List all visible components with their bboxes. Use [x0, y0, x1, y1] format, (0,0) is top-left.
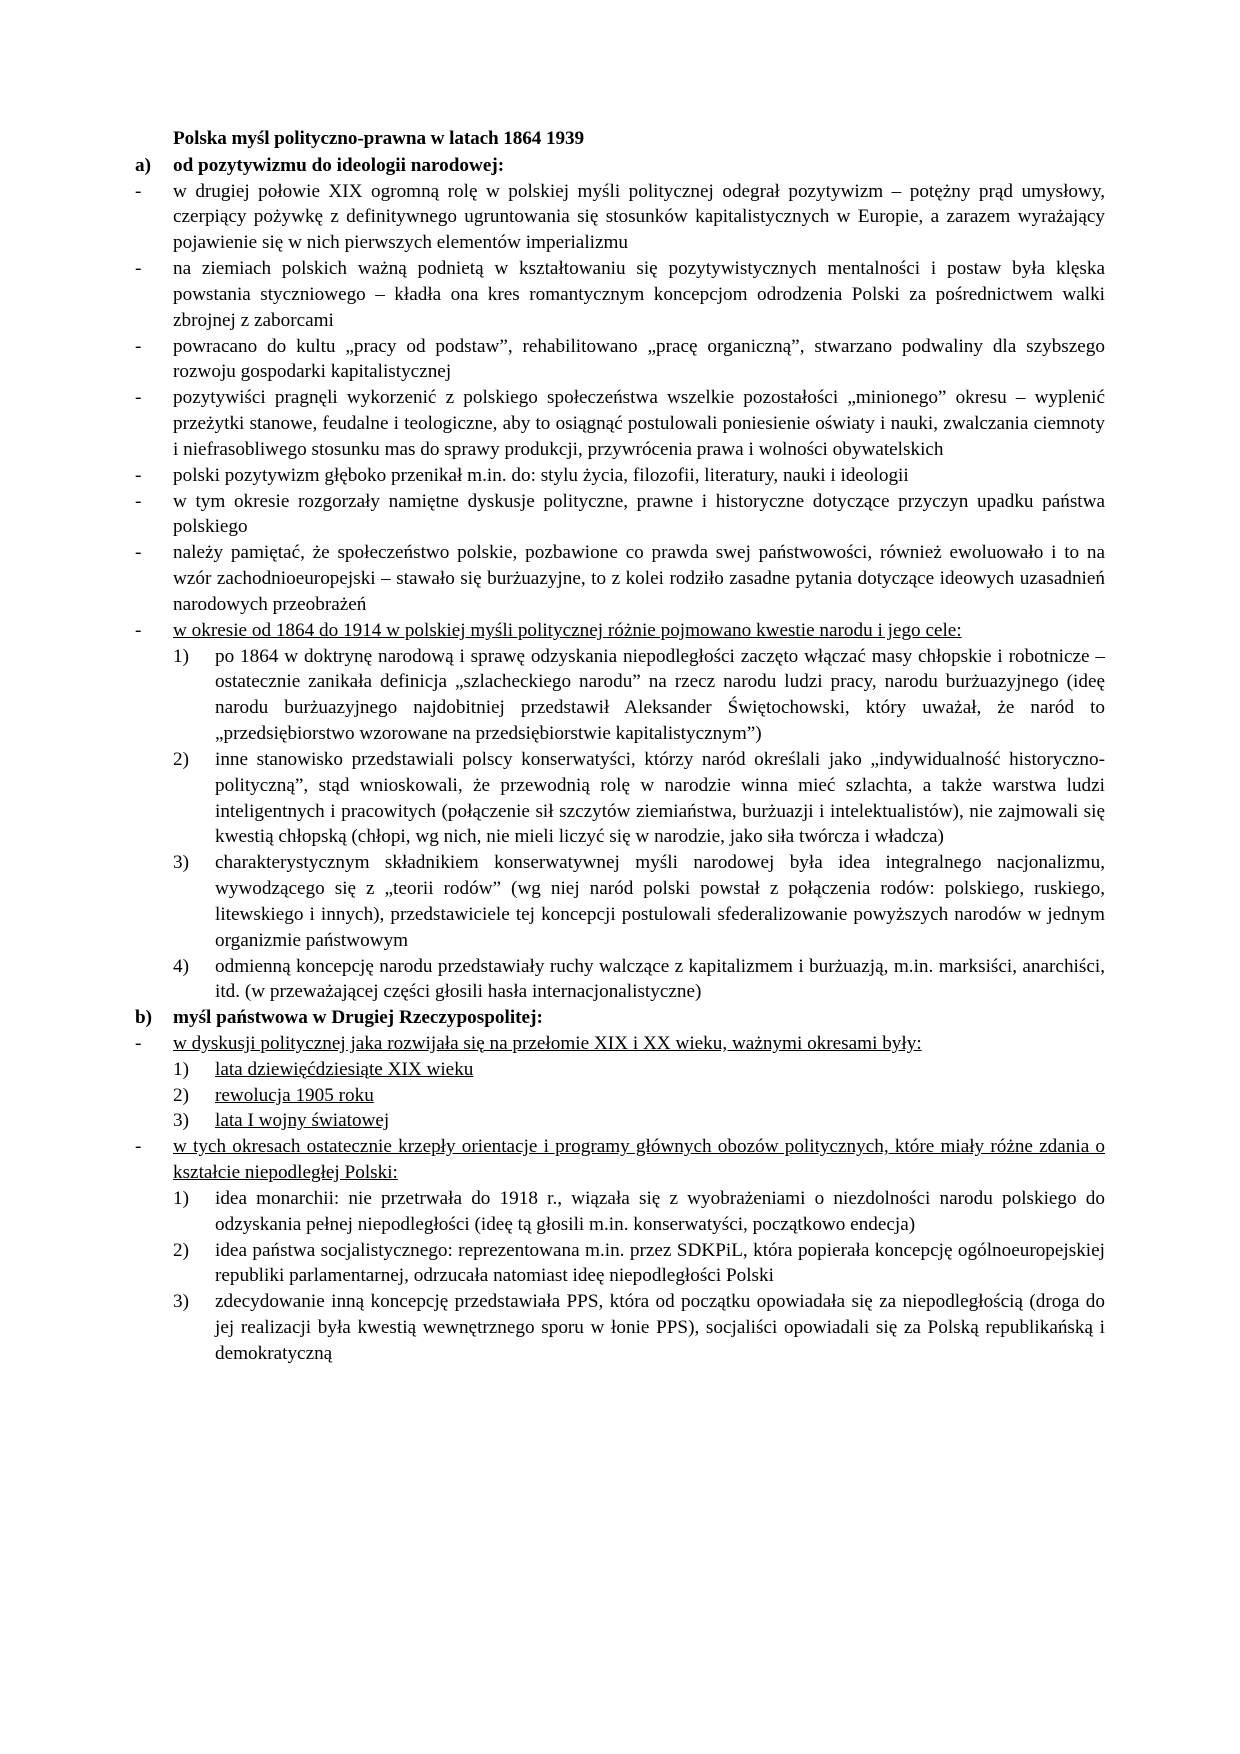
number-marker: 1) [173, 645, 189, 667]
numbered-item [173, 1186, 1105, 1238]
section-heading-label-b: myśl państwowa w Drugiej Rzeczypospolitej: [173, 1007, 543, 1029]
numbered-item [173, 1083, 1105, 1109]
list-item [135, 540, 1105, 617]
list-item [135, 1031, 1105, 1057]
section-heading-b [135, 1005, 1105, 1031]
bullet-marker: - [135, 542, 142, 564]
list-item-text: należy pamiętać, że społeczeństwo polskie, pozbawione co prawda swej państwowości, również ewoluowało i to na wzór zachodnioeuropejski – stawało się burżuazyjne, to z kolei rodziło zasadne pytania dotyczące ideowych uzasadnień narodowych przeobrażeń [173, 542, 1105, 615]
list-item-text: w drugiej połowie XIX ogromną rolę w polskiej myśli politycznej odegrał pozytywizm – potężny prąd umysłowy, czerpiący pożywkę z definitywnego ugruntowania się stosunków kapitalistycznych w Europie, a zarazem wyrażający pojawienie się w nich pierwszych elementów imperializmu [173, 180, 1105, 254]
numbered-item [173, 850, 1105, 953]
list-item-text: w tych okresach ostatecznie krzepły orientacje i programy głównych obozów politycznych, które miały różne zdania o kształcie niepodległej Polski: [173, 1136, 1105, 1184]
numbered-item [173, 1057, 1105, 1083]
document-body [135, 126, 1105, 1367]
numbered-item-text: odmienną koncepcję narodu przedstawiały ruchy walczące z kapitalizmem i burżuazją, m.in. marksiści, anarchiści, itd. (w przeważającej części głosili hasła internacjonalistyczne) [215, 955, 1105, 1003]
list-item [135, 179, 1105, 256]
list-item [135, 618, 1105, 644]
list-item [135, 256, 1105, 333]
bullet-marker: - [135, 1136, 142, 1158]
number-marker: 2) [173, 748, 189, 770]
page-title: Polska myśl polityczno-prawna w latach 1864 1939 [173, 128, 584, 149]
bullet-marker: - [135, 490, 142, 512]
numbered-item [173, 1108, 1105, 1134]
numbered-item [173, 1238, 1105, 1290]
list-item-text: w okresie od 1864 do 1914 w polskiej myśli politycznej różnie pojmowano kwestie narodu i jego cele: [173, 619, 962, 641]
list-item-text: pozytywiści pragnęli wykorzenić z polskiego społeczeństwa wszelkie pozostałości „minionego” okresu – wyplenić przeżytki stanowe, feudalne i teologiczne, aby to osiągnąć postulowali poniesienie oświaty i nauki, zwalczania ciemnoty i niefrasobliwego stosunku mas do sprawy produkcji, przywrócenia prawa i wolności obywatelskich [173, 387, 1105, 460]
number-marker: 2) [173, 1239, 189, 1261]
number-marker: 4) [173, 955, 189, 977]
list-item-text: powracano do kultu „pracy od podstaw”, rehabilitowano „pracę organiczną”, stwarzano podwaliny dla szybszego rozwoju gospodarki kapitalistycznej [173, 335, 1105, 383]
list-item-text: na ziemiach polskich ważną podnietą w kształtowaniu się pozytywistycznych mentalności i postaw była klęska powstania styczniowego – kładła ona kres romantycznym koncepcjom odrodzenia Polski za pośrednictwem walki zbrojnej z zaborcami [173, 258, 1105, 331]
numbered-item-text: charakterystycznym składnikiem konserwatywnej myśli narodowej była idea integralnego nacjonalizmu, wywodzącego się z „teorii rodów” (wg niej naród polski powstał z połączenia rodów: polskiego, ruskiego, litewskiego i innych), przedstawiciele tej koncepcji postulowali sfederalizowanie powyższych narodów w jednym organizmie państwowym [215, 852, 1105, 951]
numbered-item [173, 1289, 1105, 1366]
section-marker-a: a) [135, 154, 151, 176]
list-item [135, 334, 1105, 386]
number-marker: 2) [173, 1084, 189, 1106]
bullet-marker: - [135, 180, 142, 202]
bullet-marker: - [135, 1032, 142, 1054]
bullet-marker: - [135, 335, 142, 357]
list-item [135, 463, 1105, 489]
section-heading-label-a: od pozytywizmu do ideologii narodowej: [173, 154, 505, 176]
numbered-item-text: inne stanowisko przedstawiali polscy konserwatyści, którzy naród określali jako „indywidualność historyczno-polityczną”, stąd wnioskowali, że przewodnią rolę w narodzie winna mieć szlachta, a także warstwa ludzi inteligentnych i pracowitych (połączenie sił szczytów ziemiaństwa, burżuazji i intelektualistów), nie zajmowali się kwestią chłopską (chłopi, wg nich, nie mieli liczyć się w narodzie, jako siła twórcza i władcza) [215, 748, 1105, 848]
numbered-item-text: po 1864 w doktrynę narodową i sprawę odzyskania niepodległości zaczęto włączać masy chłopskie i robotnicze – ostatecznie zanikała definicja „szlacheckiego narodu” na rzecz narodu ludzi pracy, narodu burżuazyjnego (ideę narodu burżuazyjnego najdobitniej przedstawił Aleksander Świętochowski, który uważał, że naród to „przedsiębiorstwo wzorowane na przedsiębiorstwie kapitalistycznym”) [215, 645, 1105, 745]
section-marker-b: b) [135, 1007, 153, 1029]
list-item-text: w dyskusji politycznej jaka rozwijała się na przełomie XIX i XX wieku, ważnymi okresami były: [173, 1032, 922, 1054]
list-item [135, 385, 1105, 462]
numbered-item [173, 644, 1105, 747]
numbered-item-text: rewolucja 1905 roku [215, 1084, 374, 1106]
numbered-item-text: zdecydowanie inną koncepcję przedstawiała PPS, która od początku opowiadała się za niepodległością (droga do jej realizacji była kwestią wewnętrznego sporu w łonie PPS), socjaliści opowiadali się za Polską republikańską i demokratyczną [215, 1291, 1105, 1364]
bullet-marker: - [135, 387, 142, 409]
numbered-item [173, 747, 1105, 850]
numbered-item-text: idea monarchii: nie przetrwała do 1918 r., wiązała się z wyobrażeniami o niezdolności narodu polskiego do odzyskania pełnej niepodległości (ideę tą głosili m.in. konserwatyści, początkowo endecja) [215, 1187, 1105, 1235]
number-marker: 1) [173, 1058, 189, 1080]
number-marker: 1) [173, 1187, 189, 1209]
numbered-item-text: lata I wojny światowej [215, 1110, 390, 1132]
list-item-text: polski pozytywizm głęboko przenikał m.in. do: stylu życia, filozofii, literatury, nauki i ideologii [173, 464, 909, 486]
bullet-marker: - [135, 619, 142, 641]
section-heading-a [135, 153, 1105, 179]
bullet-marker: - [135, 464, 142, 486]
numbered-item-text: idea państwa socjalistycznego: reprezentowana m.in. przez SDKPiL, która popierała koncepcję ogólnoeuropejskiej republiki parlamentarnej, odrzucała natomiast ideę niepodległości Polski [215, 1239, 1105, 1287]
list-item [135, 1134, 1105, 1186]
list-item-text: w tym okresie rozgorzały namiętne dyskusje polityczne, prawne i historyczne dotyczące przyczyn upadku państwa polskiego [173, 490, 1105, 538]
number-marker: 3) [173, 852, 189, 874]
number-marker: 3) [173, 1110, 189, 1132]
numbered-item [173, 954, 1105, 1006]
number-marker: 3) [173, 1291, 189, 1313]
list-item [135, 489, 1105, 541]
numbered-item-text: lata dziewięćdziesiąte XIX wieku [215, 1058, 474, 1080]
bullet-marker: - [135, 258, 142, 280]
